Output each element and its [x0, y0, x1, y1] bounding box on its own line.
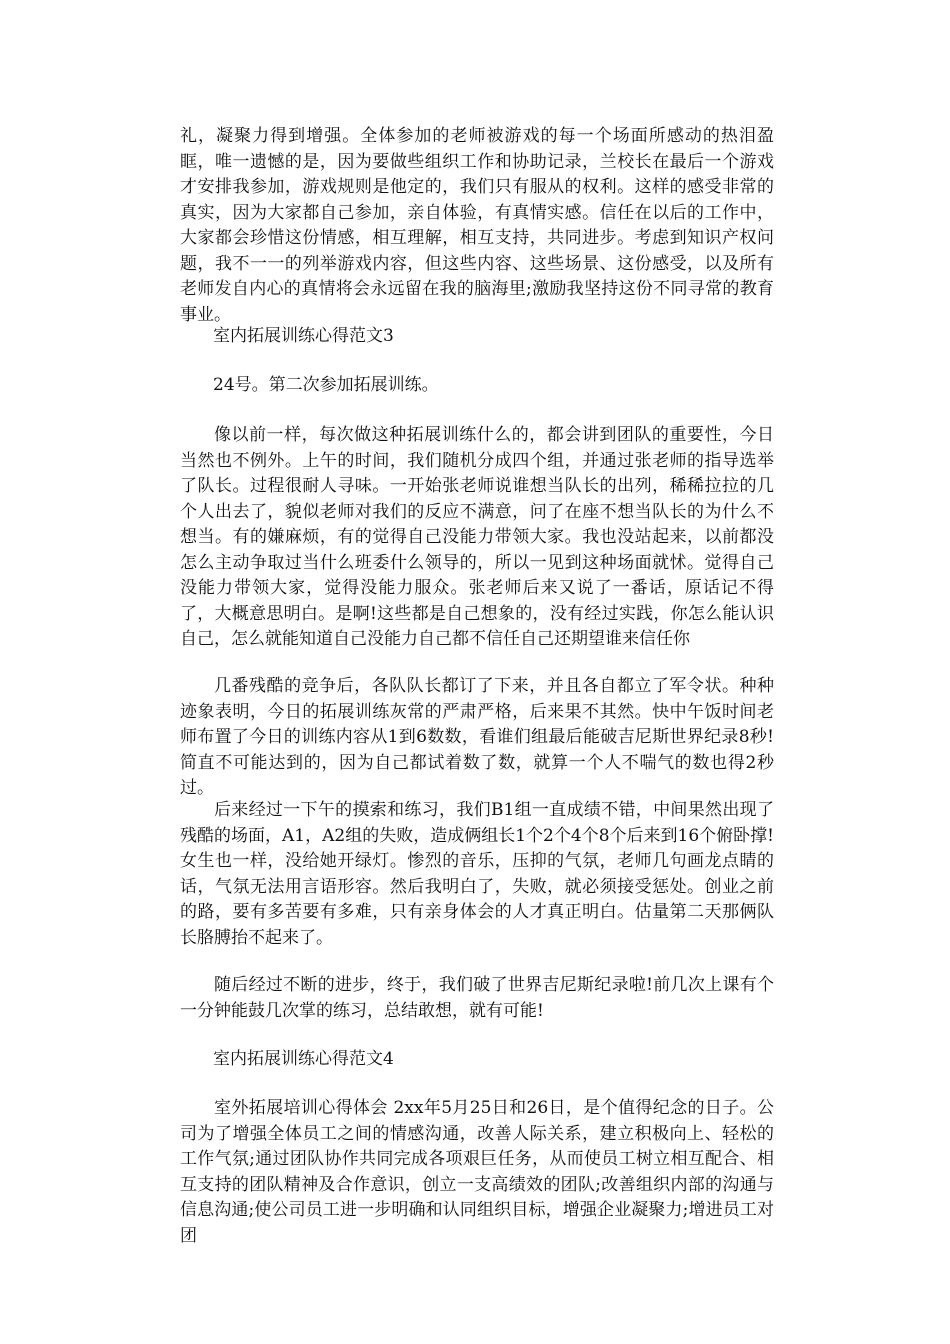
paragraph-competition: 几番残酷的竞争后，各队队长都订了下来，并且各自都立了军令状。种种迹象表明，今日的拓展训练灰常的严肃严格，后来果不其然。快中午饭时间老师布置了今日的训练内容从1到6数数，看谁们组最后能破吉尼斯世界纪录8秒!简直不可能达到的，因为自己都试着数了数，就算一个人不喘气的数也得2秒过。 — [180, 676, 774, 798]
paragraph-intro-continued: 礼，凝聚力得到增强。全体参加的老师被游戏的每一个场面所感动的热泪盈眶，唯一遗憾的是，因为要做些组织工作和协助记录，兰校长在最后一个游戏才安排我参加，游戏规则是他定的，我们只有服从的权利。这样的感受非常的真实，因为大家都自己参加，亲自体验，有真情实感。信任在以后的工作中，大家都会珍惜这份情感，相互理解，相互支持，共同进步。考虑到知识产权问题，我不一一的列举游戏内容，但这些内容、这些场景、这份感受，以及所有老师发自内心的真情将会永远留在我的脑海里;激励我坚持这份不同寻常的教育事业。 — [180, 126, 774, 325]
paragraph-team-leader: 像以前一样，每次做这种拓展训练什么的，都会讲到团队的重要性，今日当然也不例外。上午的时间，我们随机分成四个组，并通过张老师的指导选举了队长。过程很耐人寻味。一开始张老师说谁想当队长的出列，稀稀拉拉的几个人出去了，貌似老师对我们的反应不满意，问了在座不想当队长的为什么不想当。有的嫌麻烦，有的觉得自己没能力带领大家。我也没站起来，以前都没怎么主动争取过当什么班委什么领导的，所以一见到这种场面就怵。觉得自己没能力带领大家，觉得没能力服众。张老师后来又说了一番话，原话记不得了，大概意思明白。是啊!这些都是自己想象的，没有经过实践，你怎么能认识自己，怎么就能知道自己没能力自己都不信任自己还期望谁来信任你 — [180, 425, 774, 649]
paragraph-record: 随后经过不断的进步，终于，我们破了世界吉尼斯纪录啦!前几次上课有个一分钟能鼓几次掌的练习，总结敢想，就有可能! — [180, 975, 774, 1021]
paragraph-practice: 后来经过一下午的摸索和练习，我们B1组一直成绩不错，中间果然出现了残酷的场面，A1，A2组的失败，造成俩组长1个2个4个8个后来到16个俯卧撑!女生也一样，没给她开绿灯。惨烈的音乐，压抑的气氛，老师几句画龙点睛的话，气氛无法用言语形容。然后我明白了，失败，就必须接受惩处。创业之前的路，要有多苦要有多难，只有亲身体会的人才真正明白。估量第二天那俩队长胳膊抬不起来了。 — [180, 800, 774, 948]
section-heading-3: 室内拓展训练心得范文3 — [213, 326, 394, 346]
paragraph-date-line: 24号。第二次参加拓展训练。 — [213, 375, 439, 395]
paragraph-outdoor-training: 室外拓展培训心得体会 2xx年5月25日和26日，是个值得纪念的日子。公司为了增强全体员工之间的情感沟通，改善人际关系，建立积极向上、轻松的工作气氛;通过团队协作共同完成各项艰巨任务，从而使员工树立相互配合、相互支持的团队精神及合作意识，创立一支高绩效的团队;改善组织内部的沟通与信息沟通;使公司员工进一步明确和认同组织目标，增强企业凝聚力;增进员工对团 — [180, 1098, 774, 1246]
section-heading-4: 室内拓展训练心得范文4 — [213, 1049, 394, 1069]
